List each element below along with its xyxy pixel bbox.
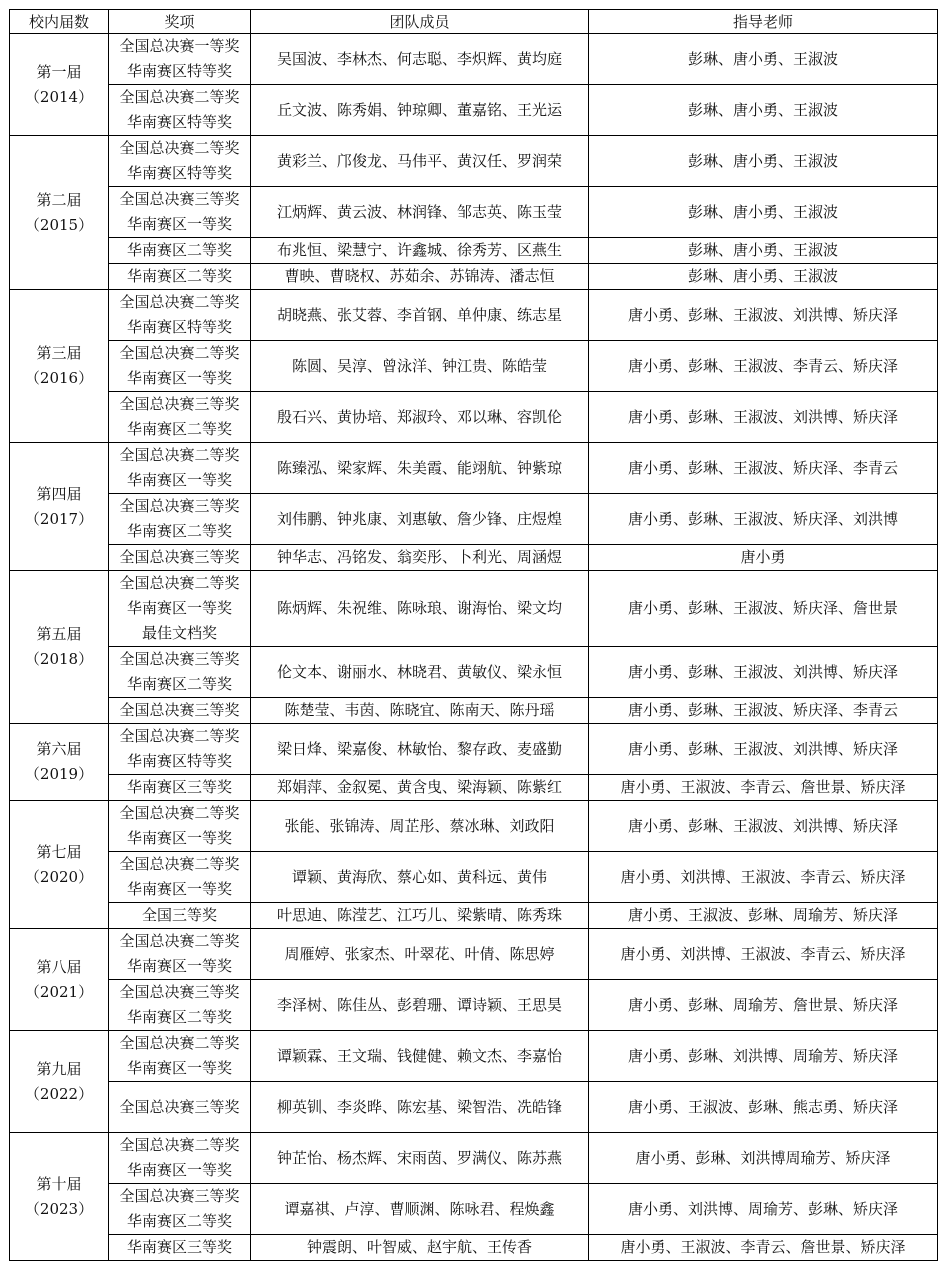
award-line: 华南赛区二等奖 (126, 420, 232, 438)
session-cell (10, 443, 109, 571)
award-line: 全国总决赛三等奖 (119, 190, 240, 208)
table-row (10, 801, 938, 852)
session-cell (10, 571, 109, 724)
advisors-cell: 唐小勇、彭琳、王淑波、刘洪博、矫庆泽 (589, 290, 938, 341)
award-line: 华南赛区三等奖 (126, 778, 232, 796)
table-row (10, 341, 938, 392)
award-cell (109, 698, 251, 724)
award-cell (109, 571, 251, 647)
award-line: 华南赛区一等奖 (126, 471, 232, 489)
award-line: 全国总决赛二等奖 (119, 855, 240, 873)
advisors-cell: 唐小勇、刘洪博、王淑波、李青云、矫庆泽 (589, 929, 938, 980)
advisors-cell: 唐小勇、彭琳、王淑波、矫庆泽、李青云 (589, 698, 938, 724)
members-cell: 吴国波、李林杰、何志聪、李炽辉、黄均庭 (251, 34, 589, 85)
award-cell (109, 264, 251, 290)
award-cell (109, 494, 251, 545)
table-row (10, 852, 938, 903)
session-name: 第二届 (36, 190, 82, 209)
advisors-cell: 彭琳、唐小勇、王淑波 (589, 34, 938, 85)
advisors-cell: 唐小勇、彭琳、刘洪博、周瑜芳、矫庆泽 (589, 1031, 938, 1082)
table-row (10, 775, 938, 801)
members-cell: 江炳辉、黄云波、林润锋、邹志英、陈玉莹 (251, 187, 589, 238)
members-cell: 陈楚莹、韦茵、陈晓宜、陈南天、陈丹瑶 (251, 698, 589, 724)
award-cell (109, 1184, 251, 1235)
members-cell: 李泽树、陈佳丛、彭碧珊、谭诗颖、王思昊 (251, 980, 589, 1031)
award-line: 华南赛区二等奖 (126, 1008, 232, 1026)
advisors-cell: 唐小勇、刘洪博、王淑波、李青云、矫庆泽 (589, 852, 938, 903)
awards-table-container (9, 9, 937, 1261)
session-year: （2015） (24, 215, 94, 234)
advisors-cell: 唐小勇、彭琳、王淑波、刘洪博、矫庆泽 (589, 801, 938, 852)
session-cell (10, 34, 109, 136)
award-cell (109, 85, 251, 136)
session-year: （2017） (24, 509, 94, 528)
award-line: 全国总决赛二等奖 (119, 932, 240, 950)
session-name: 第九届 (36, 1059, 82, 1078)
award-line: 全国总决赛二等奖 (119, 293, 240, 311)
award-line: 全国总决赛二等奖 (119, 139, 240, 157)
award-line: 全国总决赛三等奖 (119, 701, 240, 719)
table-row (10, 443, 938, 494)
table-row (10, 980, 938, 1031)
advisors-cell: 唐小勇、王淑波、李青云、詹世景、矫庆泽 (589, 1235, 938, 1261)
award-line: 华南赛区特等奖 (126, 113, 232, 131)
award-line: 华南赛区三等奖 (126, 1238, 232, 1256)
members-cell: 周雁婷、张家杰、叶翠花、叶倩、陈思婷 (251, 929, 589, 980)
table-row (10, 1235, 938, 1261)
advisors-cell: 唐小勇、彭琳、周瑜芳、詹世景、矫庆泽 (589, 980, 938, 1031)
table-row (10, 929, 938, 980)
award-cell (109, 1082, 251, 1133)
award-line: 最佳文档奖 (141, 624, 217, 642)
advisors-cell: 彭琳、唐小勇、王淑波 (589, 264, 938, 290)
session-cell (10, 136, 109, 290)
members-cell: 胡晓燕、张艾蓉、李首钢、单仲康、练志星 (251, 290, 589, 341)
header-award: 奖项 (109, 10, 251, 34)
award-line: 全国总决赛三等奖 (119, 497, 240, 515)
table-row (10, 264, 938, 290)
award-line: 全国总决赛二等奖 (119, 344, 240, 362)
award-line: 华南赛区一等奖 (126, 957, 232, 975)
award-line: 华南赛区特等奖 (126, 318, 232, 336)
table-row (10, 1133, 938, 1184)
award-cell (109, 187, 251, 238)
table-row (10, 903, 938, 929)
table-row (10, 187, 938, 238)
award-line: 华南赛区特等奖 (126, 62, 232, 80)
advisors-cell: 唐小勇、彭琳、王淑波、矫庆泽、詹世景 (589, 571, 938, 647)
session-year: （2019） (24, 765, 94, 783)
table-row (10, 1082, 938, 1133)
award-line: 全国总决赛三等奖 (119, 395, 240, 413)
members-cell: 曹映、曹晓权、苏茹余、苏锦涛、潘志恒 (251, 264, 589, 290)
members-cell: 陈圆、吴淳、曾泳洋、钟江贵、陈皓莹 (251, 341, 589, 392)
award-cell (109, 903, 251, 929)
table-header-row (10, 10, 938, 34)
award-line: 全国总决赛三等奖 (119, 650, 240, 668)
awards-table (9, 9, 938, 1261)
members-cell: 钟震朗、叶智威、赵宇航、王传香 (251, 1235, 589, 1261)
table-row (10, 724, 938, 775)
award-line: 全国总决赛一等奖 (119, 37, 240, 55)
advisors-cell: 唐小勇、彭琳、王淑波、李青云、矫庆泽 (589, 341, 938, 392)
advisors-cell: 彭琳、唐小勇、王淑波 (589, 238, 938, 264)
table-row (10, 1184, 938, 1235)
header-session: 校内届数 (10, 10, 109, 34)
session-year: （2016） (24, 369, 94, 387)
members-cell: 柳英钏、李炎晔、陈宏基、梁智浩、冼皓锋 (251, 1082, 589, 1133)
table-row (10, 238, 938, 264)
award-cell (109, 929, 251, 980)
header-members: 团队成员 (251, 10, 589, 34)
award-line: 全国总决赛二等奖 (119, 574, 240, 592)
table-row (10, 698, 938, 724)
members-cell: 陈炳辉、朱祝维、陈咏琅、谢海怡、梁文均 (251, 571, 589, 647)
table-row (10, 34, 938, 85)
award-line: 全国总决赛二等奖 (119, 1136, 240, 1154)
advisors-cell: 彭琳、唐小勇、王淑波 (589, 85, 938, 136)
session-cell (10, 1133, 109, 1261)
session-cell (10, 929, 109, 1031)
session-name: 第五届 (36, 625, 82, 643)
members-cell: 叶思迪、陈滢艺、江巧儿、梁紫晴、陈秀珠 (251, 903, 589, 929)
award-cell (109, 238, 251, 264)
award-line: 华南赛区一等奖 (126, 369, 232, 387)
session-year: （2021） (24, 982, 94, 1001)
table-row (10, 1031, 938, 1082)
award-cell (109, 647, 251, 698)
session-name: 第三届 (36, 344, 82, 362)
table-row (10, 290, 938, 341)
members-cell: 钟芷怡、杨杰辉、宋雨茵、罗满仪、陈苏燕 (251, 1133, 589, 1184)
session-name: 第四届 (36, 484, 82, 503)
members-cell: 伦文本、谢丽水、林晓君、黄敏仪、梁永恒 (251, 647, 589, 698)
session-year: （2018） (24, 650, 94, 668)
award-line: 华南赛区二等奖 (126, 1212, 232, 1230)
members-cell: 郑娟萍、金叙冕、黄含曳、梁海颖、陈紫红 (251, 775, 589, 801)
award-line: 全国三等奖 (141, 906, 217, 924)
award-cell (109, 1133, 251, 1184)
award-cell (109, 443, 251, 494)
table-row (10, 392, 938, 443)
advisors-cell: 彭琳、唐小勇、王淑波 (589, 187, 938, 238)
award-cell (109, 341, 251, 392)
session-cell (10, 801, 109, 929)
members-cell: 殷石兴、黄协培、郑淑玲、邓以琳、容凯伦 (251, 392, 589, 443)
members-cell: 张能、张锦涛、周芷彤、蔡冰琳、刘政阳 (251, 801, 589, 852)
award-line: 全国总决赛二等奖 (119, 88, 240, 106)
members-cell: 丘文波、陈秀娟、钟琼卿、董嘉铭、王光运 (251, 85, 589, 136)
advisors-cell: 唐小勇 (589, 545, 938, 571)
award-line: 华南赛区特等奖 (126, 164, 232, 182)
members-cell: 刘伟鹏、钟兆康、刘惠敏、詹少锋、庄煜煌 (251, 494, 589, 545)
award-line: 华南赛区二等奖 (126, 241, 232, 259)
table-row (10, 85, 938, 136)
award-line: 全国总决赛三等奖 (119, 548, 240, 566)
award-cell (109, 1235, 251, 1261)
award-line: 华南赛区一等奖 (126, 1059, 232, 1077)
session-cell (10, 724, 109, 801)
session-name: 第八届 (36, 957, 82, 976)
advisors-cell: 唐小勇、彭琳、王淑波、刘洪博、矫庆泽 (589, 392, 938, 443)
session-cell (10, 1031, 109, 1133)
advisors-cell: 唐小勇、王淑波、李青云、詹世景、矫庆泽 (589, 775, 938, 801)
session-name: 第一届 (36, 62, 82, 81)
award-line: 华南赛区一等奖 (126, 215, 232, 233)
award-cell (109, 852, 251, 903)
session-year: （2023） (24, 1199, 94, 1218)
table-row (10, 571, 938, 647)
award-cell (109, 392, 251, 443)
award-cell (109, 34, 251, 85)
award-cell (109, 136, 251, 187)
members-cell: 谭颖霖、王文瑞、钱健健、赖文杰、李嘉怡 (251, 1031, 589, 1082)
advisors-cell: 唐小勇、王淑波、彭琳、周瑜芳、矫庆泽 (589, 903, 938, 929)
advisors-cell: 唐小勇、王淑波、彭琳、熊志勇、矫庆泽 (589, 1082, 938, 1133)
award-line: 全国总决赛二等奖 (119, 727, 240, 745)
award-line: 华南赛区二等奖 (126, 675, 232, 693)
members-cell: 黄彩兰、邝俊龙、马伟平、黄汉任、罗润荣 (251, 136, 589, 187)
award-line: 全国总决赛三等奖 (119, 1097, 240, 1116)
award-line: 全国总决赛二等奖 (119, 446, 240, 464)
award-line: 全国总决赛三等奖 (119, 1187, 240, 1205)
advisors-cell: 唐小勇、刘洪博、周瑜芳、彭琳、矫庆泽 (589, 1184, 938, 1235)
advisors-cell: 唐小勇、彭琳、王淑波、矫庆泽、刘洪博 (589, 494, 938, 545)
award-line: 全国总决赛二等奖 (119, 804, 240, 822)
session-year: （2022） (24, 1084, 94, 1103)
session-year: （2020） (24, 867, 94, 886)
award-line: 华南赛区一等奖 (126, 829, 232, 847)
award-line: 华南赛区一等奖 (126, 599, 232, 617)
award-cell (109, 724, 251, 775)
advisors-cell: 彭琳、唐小勇、王淑波 (589, 136, 938, 187)
award-cell (109, 1031, 251, 1082)
award-line: 全国总决赛二等奖 (119, 1034, 240, 1052)
session-name: 第六届 (36, 740, 82, 758)
advisors-cell: 唐小勇、彭琳、王淑波、刘洪博、矫庆泽 (589, 724, 938, 775)
members-cell: 梁日烽、梁嘉俊、林敏怡、黎存政、麦盛勤 (251, 724, 589, 775)
award-line: 华南赛区一等奖 (126, 1161, 232, 1179)
table-row (10, 647, 938, 698)
award-line: 华南赛区一等奖 (126, 880, 232, 898)
members-cell: 布兆恒、梁慧宁、许鑫城、徐秀芳、区燕生 (251, 238, 589, 264)
award-line: 华南赛区二等奖 (126, 522, 232, 540)
members-cell: 谭颖、黄海欣、蔡心如、黄科远、黄伟 (251, 852, 589, 903)
members-cell: 陈臻泓、梁家辉、朱美霞、能翊航、钟紫琼 (251, 443, 589, 494)
award-cell (109, 775, 251, 801)
header-advisors: 指导老师 (589, 10, 938, 34)
table-row (10, 136, 938, 187)
advisors-cell: 唐小勇、彭琳、王淑波、刘洪博、矫庆泽 (589, 647, 938, 698)
members-cell: 钟华志、冯铭发、翁奕彤、卜利光、周涵煜 (251, 545, 589, 571)
session-name: 第七届 (36, 842, 82, 861)
advisors-cell: 唐小勇、彭琳、刘洪博周瑜芳、矫庆泽 (589, 1133, 938, 1184)
session-name: 第十届 (36, 1174, 82, 1193)
advisors-cell: 唐小勇、彭琳、王淑波、矫庆泽、李青云 (589, 443, 938, 494)
table-row (10, 545, 938, 571)
award-line: 华南赛区特等奖 (126, 752, 232, 770)
members-cell: 谭嘉祺、卢淳、曹顺渊、陈咏君、程焕鑫 (251, 1184, 589, 1235)
award-line: 华南赛区二等奖 (126, 267, 232, 285)
award-cell (109, 545, 251, 571)
table-body (10, 34, 938, 1261)
award-cell (109, 980, 251, 1031)
award-line: 全国总决赛三等奖 (119, 983, 240, 1001)
award-cell (109, 290, 251, 341)
award-cell (109, 801, 251, 852)
session-year: （2014） (24, 87, 94, 106)
table-row (10, 494, 938, 545)
session-cell (10, 290, 109, 443)
